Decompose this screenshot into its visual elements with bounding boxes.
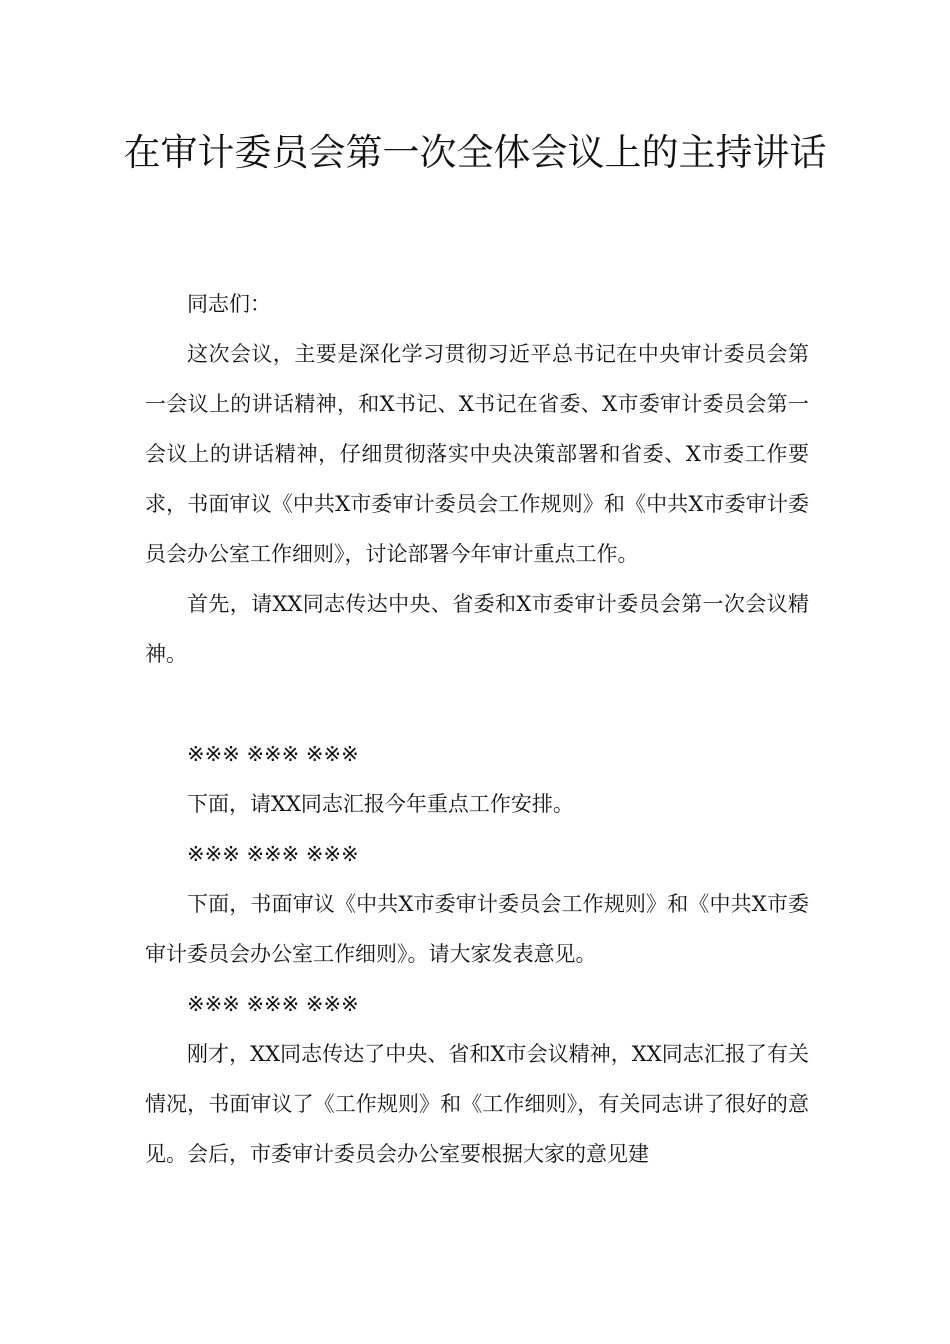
paragraph-meeting-purpose: 这次会议，主要是深化学习贯彻习近平总书记在中央审计委员会第一会议上的讲话精神，和X书记、X书记在省委、X市委审计委员会第一会议上的讲话精神，仔细贯彻落实中央决策部署和省委、X市委工作要求，书面审议《中共X市委审计委员会工作规则》和《中共X市委审计委员会办公室工作细则》，讨论部署今年审计重点工作。 — [145, 342, 809, 566]
document-body — [145, 279, 809, 1179]
paragraph-summary: 刚才，XX同志传达了中央、省和X市会议精神，XX同志汇报了有关情况，书面审议了《工作规则》和《工作细则》，有关同志讲了很好的意见。会后，市委审计委员会办公室要根据大家的意见建 — [145, 1042, 809, 1166]
section-separator: ※※※ ※※※ ※※※ — [187, 992, 359, 1016]
paragraph-first-agenda: 首先，请XX同志传达中央、省委和X市委审计委员会第一次会议精神。 — [145, 592, 809, 666]
document-title: 在审计委员会第一次全体会议上的主持讲话 — [123, 131, 827, 174]
paragraph-second-agenda: 下面，请XX同志汇报今年重点工作安排。 — [187, 792, 574, 816]
section-separator: ※※※ ※※※ ※※※ — [187, 842, 359, 866]
paragraph-third-agenda: 下面，书面审议《中共X市委审计委员会工作规则》和《中共X市委审计委员会办公室工作细则》。请大家发表意见。 — [145, 892, 809, 966]
paragraph-greeting: 同志们： — [187, 292, 271, 316]
section-separator: ※※※ ※※※ ※※※ — [187, 742, 359, 766]
